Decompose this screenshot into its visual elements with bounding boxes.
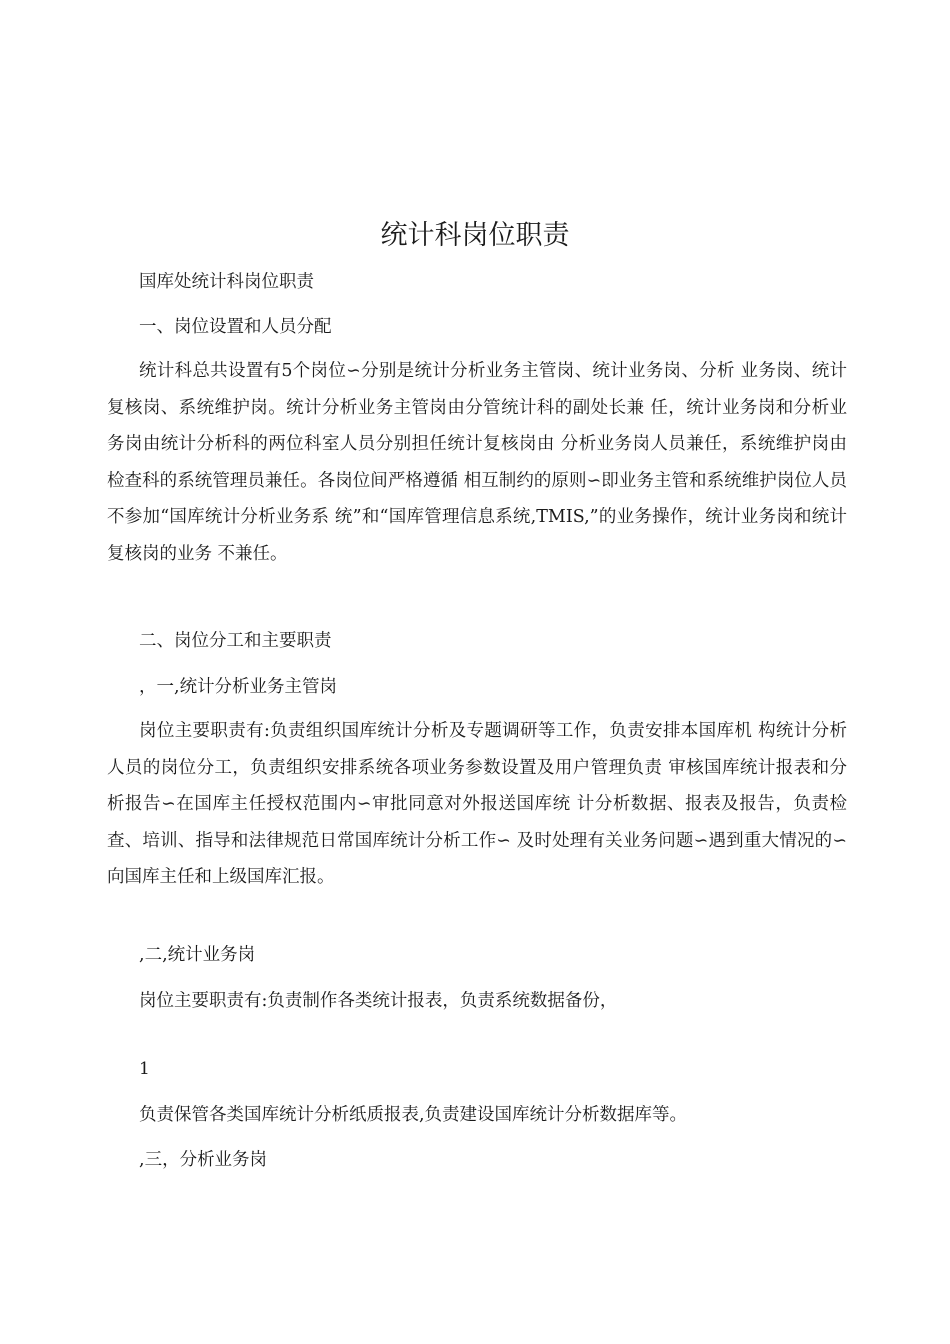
section-heading-2: 二、岗位分工和主要职责 <box>139 631 332 651</box>
subsection-heading-1: ，一,统计分析业务主管岗 <box>139 677 338 697</box>
subsection-1-paragraph: 岗位主要职责有:负责组织国库统计分析及专题调研等工作，负责安排本国库机 构统计分析人员的岗位分工，负责组织安排系统各项业务参数设置及用户管理负责 审核国库统计报表和分析报告∽在国库主任授权范围内∽审批同意对外报送国库统 计分析数据、报表及报告，负责检查、培训、指导和法律规范日常国库统计分析工作∽ 及时处理有关业务问题∽遇到重大情况的∽向国库主任和上级国库汇报。 <box>107 721 847 888</box>
page-number: 1 <box>139 1059 150 1079</box>
subsection-heading-3: ,三，分析业务岗 <box>139 1150 268 1170</box>
subsection-2-paragraph-start: 岗位主要职责有:负责制作各类统计报表，负责系统数据备份， <box>139 991 618 1011</box>
subsection-heading-2: ,二,统计业务岗 <box>139 945 256 965</box>
section-1-paragraph: 统计科总共设置有5个岗位∽分别是统计分析业务主管岗、统计业务岗、分析 业务岗、统计复核岗、系统维护岗。统计分析业务主管岗由分管统计科的副处长兼 任，统计业务岗和分析业务岗由统计分析科的两位科室人员分别担任统计复核岗由 分析业务岗人员兼任，系统维护岗由检查科的系统管理员兼任。各岗位间严格遵循 相互制约的原则∽即业务主管和系统维护岗位人员不参加“国库统计分析业务系 统”和“国库管理信息系统,TMIS,”的业务操作，统计业务岗和统计复核岗的业务 不兼任。 <box>107 361 847 564</box>
section-heading-1: 一、岗位设置和人员分配 <box>139 317 332 337</box>
subsection-2-paragraph-continued: 负责保管各类国库统计分析纸质报表,负责建设国库统计分析数据库等。 <box>139 1105 688 1125</box>
document-title: 统计科岗位职责 <box>380 220 570 251</box>
document-subtitle: 国库处统计科岗位职责 <box>139 272 314 292</box>
